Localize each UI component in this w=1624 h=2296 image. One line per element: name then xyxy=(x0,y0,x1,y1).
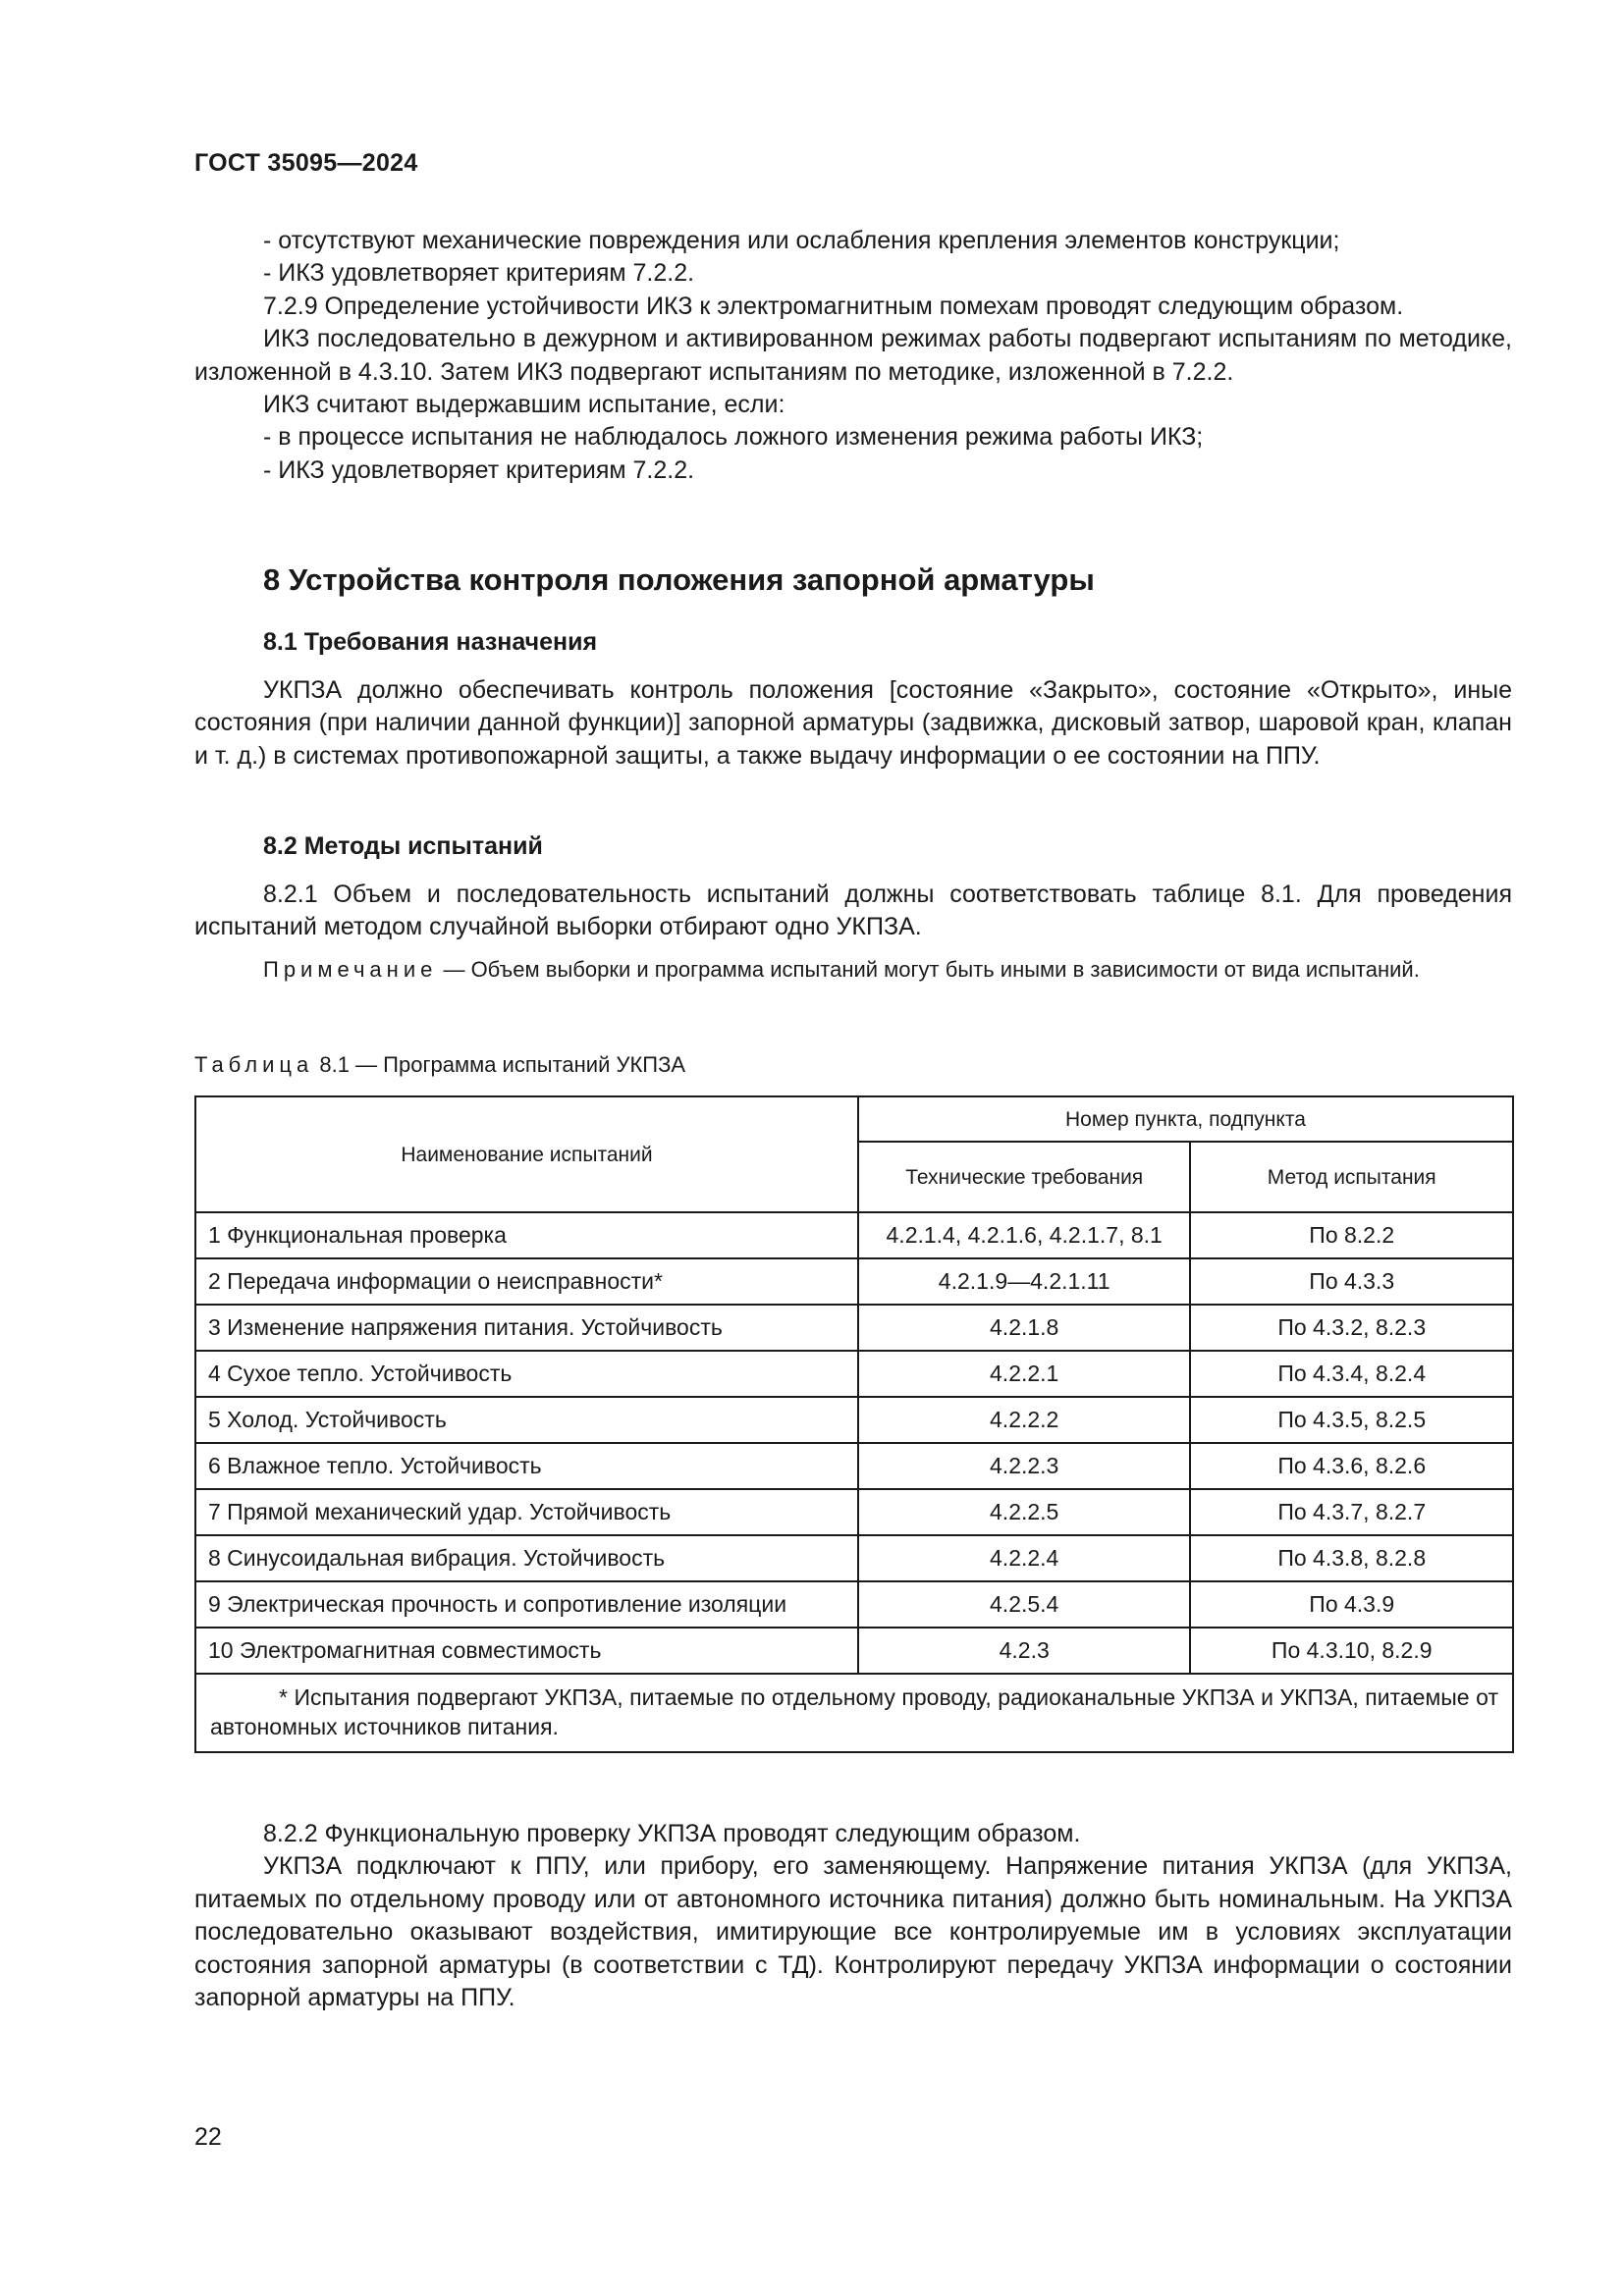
table-row xyxy=(195,1212,1513,1258)
bottom-text-block xyxy=(194,1818,1512,2014)
test-program-table xyxy=(194,1095,1514,1753)
cell-method: По 4.3.3 xyxy=(1190,1258,1513,1305)
subsection-title: 8.2 Методы испытаний xyxy=(263,832,543,860)
table-row xyxy=(195,1351,1513,1397)
page-number: 22 xyxy=(194,2123,222,2151)
cell-tech: 4.2.2.2 xyxy=(858,1397,1191,1443)
cell-tech: 4.2.2.3 xyxy=(858,1443,1191,1489)
cell-tech: 4.2.3 xyxy=(858,1628,1191,1674)
cell-method: По 4.3.2, 8.2.3 xyxy=(1190,1305,1513,1351)
list-item: - ИКЗ удовлетворяет критериям 7.2.2. xyxy=(194,454,1512,487)
table-row xyxy=(195,1535,1513,1581)
column-header-method: Метод испытания xyxy=(1190,1142,1513,1212)
paragraph: ИКЗ считают выдержавшим испытание, если: xyxy=(263,391,785,419)
cell-tech: 4.2.2.5 xyxy=(858,1489,1191,1535)
paragraph: 7.2.9 Определение устойчивости ИКЗ к электромагнитным помехам проводят следующим образом. xyxy=(263,292,1404,320)
cell-method: По 4.3.5, 8.2.5 xyxy=(1190,1397,1513,1443)
note xyxy=(194,955,1512,985)
cell-name: 6 Влажное тепло. Устойчивость xyxy=(195,1443,858,1489)
cell-method: По 4.3.8, 8.2.8 xyxy=(1190,1535,1513,1581)
table-row xyxy=(195,1397,1513,1443)
table-caption-label: Таблица xyxy=(194,1052,314,1077)
list-item: - в процессе испытания не наблюдалось ложного изменения режима работы ИКЗ; xyxy=(194,421,1512,454)
table-footnote-text: * Испытания подвергают УКПЗА, питаемые по отдельному проводу, радиоканальные УКПЗА и УКПЗА, питаемые от автономных источников питания. xyxy=(210,1684,1498,1739)
cell-name: 1 Функциональная проверка xyxy=(195,1212,858,1258)
column-header-group: Номер пункта, подпункта xyxy=(858,1096,1513,1142)
cell-tech: 4.2.1.4, 4.2.1.6, 4.2.1.7, 8.1 xyxy=(858,1212,1191,1258)
paragraph: УКПЗА подключают к ППУ, или прибору, его заменяющему. Напряжение питания УКПЗА (для УКПЗА, питаемых по отдельному проводу или от автономного источника питания) должно быть номинальным. На УКПЗА последовательно оказывают воздействия, имитирующие все контролируемые им в условиях эксплуатации состояния запорной арматуры (в соответствии с ТД). Контролируют передачу УКПЗА информации о состоянии запорной арматуры на ППУ. xyxy=(194,1852,1512,2012)
table-row xyxy=(195,1489,1513,1535)
cell-tech: 4.2.2.1 xyxy=(858,1351,1191,1397)
cell-name: 8 Синусоидальная вибрация. Устойчивость xyxy=(195,1535,858,1581)
cell-method: По 4.3.9 xyxy=(1190,1581,1513,1628)
list-item: - отсутствуют механические повреждения или ослабления крепления элементов конструкции; xyxy=(194,225,1512,257)
paragraph: 8.2.1 Объем и последовательность испытаний должны соответствовать таблице 8.1. Для проведения испытаний методом случайной выборки отбирают одно УКПЗА. xyxy=(194,881,1512,941)
paragraph: УКПЗА должно обеспечивать контроль положения [состояние «Закрыто», состояние «Открыто», иные состояния (при наличии данной функции)] запорной арматуры (задвижка, дисковый затвор, шаровой кран, клапан и т. д.) в системах противопожарной защиты, а также выдачу информации о ее состоянии на ППУ. xyxy=(194,676,1512,770)
section-title: 8 Устройства контроля положения запорной арматуры xyxy=(263,562,1095,597)
table-caption-text: 8.1 — Программа испытаний УКПЗА xyxy=(313,1052,686,1077)
cell-name: 5 Холод. Устойчивость xyxy=(195,1397,858,1443)
cell-method: По 4.3.10, 8.2.9 xyxy=(1190,1628,1513,1674)
cell-tech: 4.2.2.4 xyxy=(858,1535,1191,1581)
table-caption xyxy=(194,1052,685,1078)
note-text: — Объем выборки и программа испытаний могут быть иными в зависимости от вида испытаний. xyxy=(437,957,1420,982)
cell-method: По 8.2.2 xyxy=(1190,1212,1513,1258)
cell-method: По 4.3.7, 8.2.7 xyxy=(1190,1489,1513,1535)
table-row xyxy=(195,1443,1513,1489)
column-header-tech: Технические требования xyxy=(858,1142,1191,1212)
table-row xyxy=(195,1628,1513,1674)
cell-name: 7 Прямой механический удар. Устойчивость xyxy=(195,1489,858,1535)
cell-name: 10 Электромагнитная совместимость xyxy=(195,1628,858,1674)
table-row xyxy=(195,1258,1513,1305)
column-header-name: Наименование испытаний xyxy=(195,1096,858,1212)
cell-name: 3 Изменение напряжения питания. Устойчивость xyxy=(195,1305,858,1351)
table-row xyxy=(195,1305,1513,1351)
document-code: ГОСТ 35095—2024 xyxy=(194,149,418,177)
list-item: - ИКЗ удовлетворяет критериям 7.2.2. xyxy=(194,257,1512,290)
cell-method: По 4.3.4, 8.2.4 xyxy=(1190,1351,1513,1397)
top-text-block xyxy=(194,225,1512,487)
cell-name: 9 Электрическая прочность и сопротивление изоляции xyxy=(195,1581,858,1628)
cell-tech: 4.2.5.4 xyxy=(858,1581,1191,1628)
cell-tech: 4.2.1.9—4.2.1.11 xyxy=(858,1258,1191,1305)
cell-tech: 4.2.1.8 xyxy=(858,1305,1191,1351)
note-label: Примечание xyxy=(263,957,438,982)
subsection-title: 8.1 Требования назначения xyxy=(263,628,598,656)
table-row xyxy=(195,1581,1513,1628)
cell-method: По 4.3.6, 8.2.6 xyxy=(1190,1443,1513,1489)
cell-name: 2 Передача информации о неисправности* xyxy=(195,1258,858,1305)
paragraph: 8.2.2 Функциональную проверку УКПЗА проводят следующим образом. xyxy=(263,1820,1081,1847)
paragraph: ИКЗ последовательно в дежурном и активированном режимах работы подвергают испытаниям по методике, изложенной в 4.3.10. Затем ИКЗ подвергают испытаниям по методике, изложенной в 7.2.2. xyxy=(194,325,1512,386)
subsection-text xyxy=(194,674,1512,773)
cell-name: 4 Сухое тепло. Устойчивость xyxy=(195,1351,858,1397)
subsection-text xyxy=(194,879,1512,944)
table-footnote xyxy=(195,1674,1513,1752)
